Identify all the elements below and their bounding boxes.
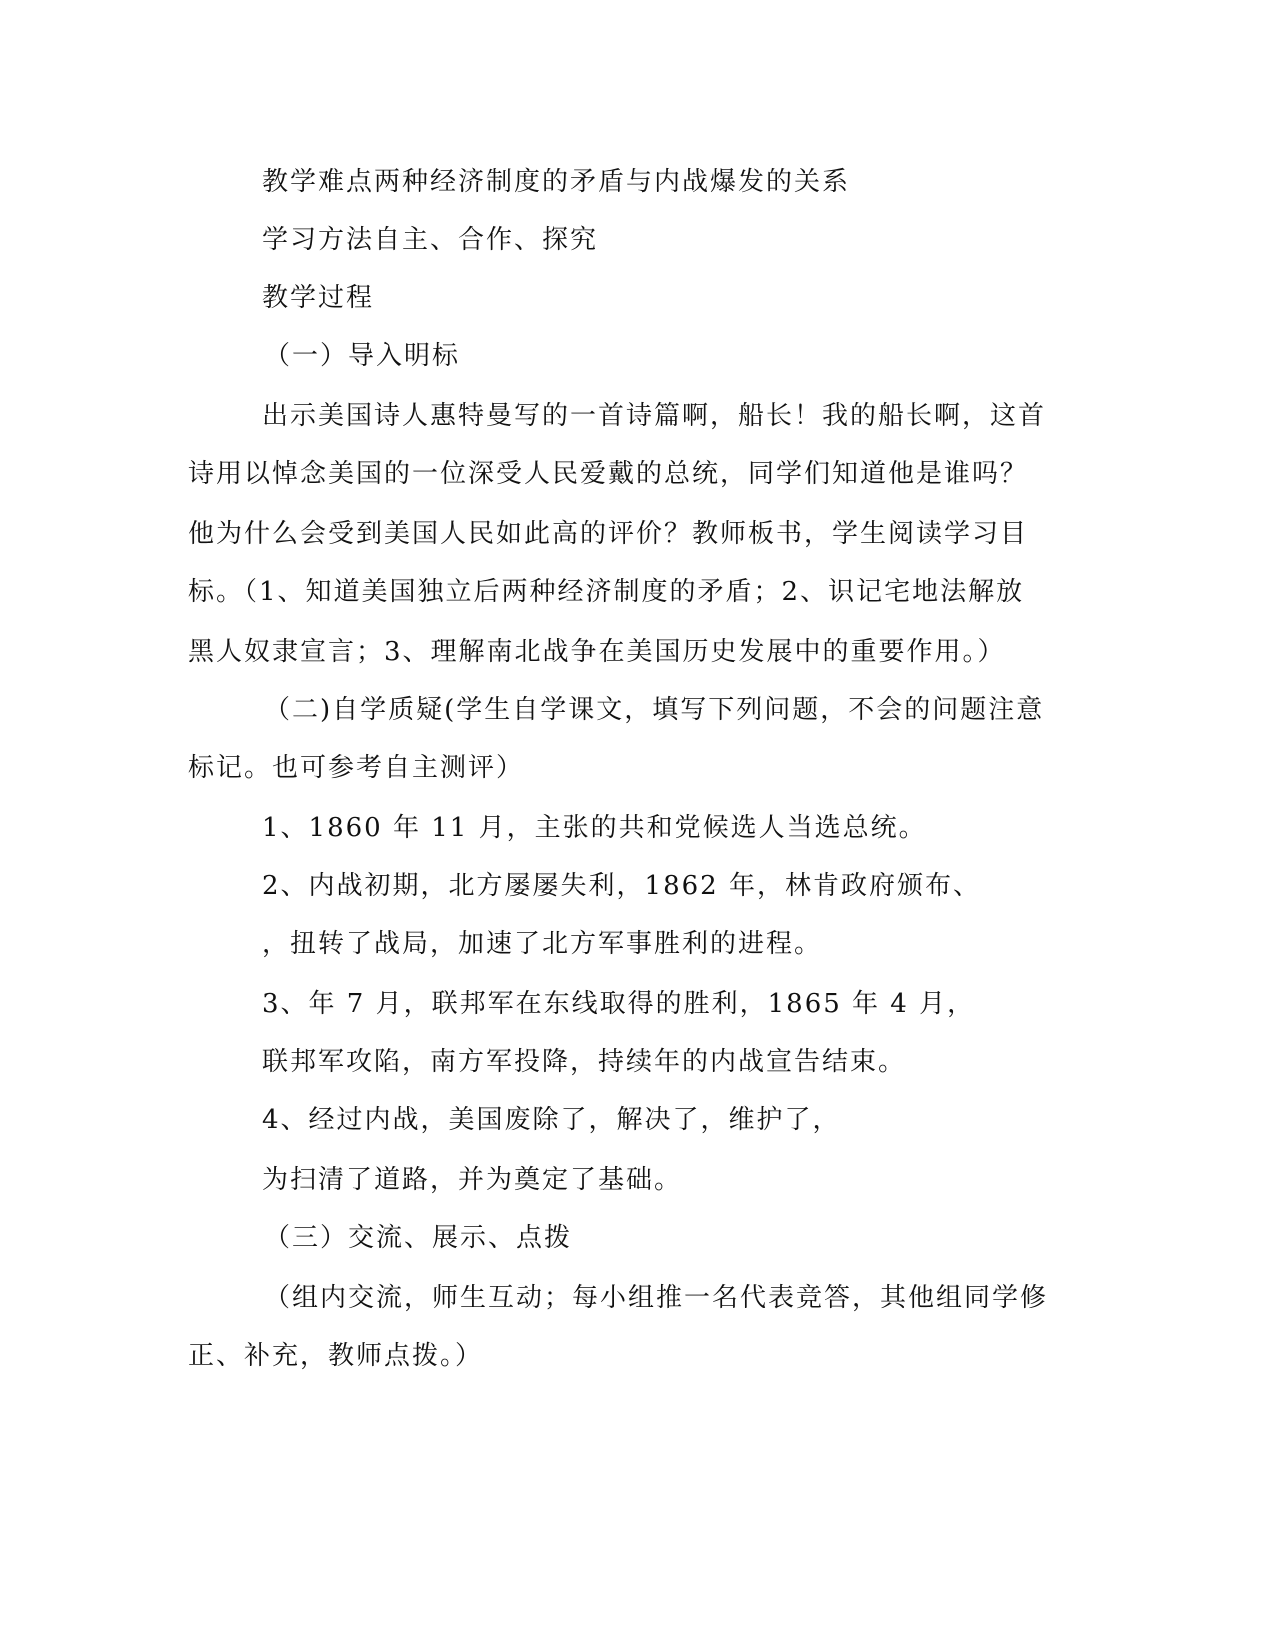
paragraph-intro-line-2: 诗用以悼念美国的一位深受人民爱戴的总统，同学们知道他是谁吗？ xyxy=(188,459,1029,489)
text-line-teaching-difficulty: 教学难点两种经济制度的矛盾与内战爆发的关系 xyxy=(262,167,851,197)
question-3-line-1: 3、年 7 月，联邦军在东线取得的胜利，1865 年 4 月， xyxy=(262,989,976,1019)
heading-section-1: （一）导入明标 xyxy=(264,341,461,371)
paragraph-intro-line-3: 他为什么会受到美国人民如此高的评价？教师板书，学生阅读学习目 xyxy=(188,519,1029,549)
heading-section-2: （二)自学质疑(学生自学课文，填写下列问题，不会的问题注意 xyxy=(264,695,1045,725)
paragraph-section-2-line-2: 标记。也可参考自主测评） xyxy=(188,753,525,783)
question-2-line-2: ，扭转了战局，加速了北方军事胜利的进程。 xyxy=(262,929,823,959)
paragraph-section-3-line-1: （组内交流，师生互动；每小组推一名代表竞答，其他组同学修 xyxy=(264,1283,1049,1313)
question-3-line-2: 联邦军攻陷，南方军投降，持续年的内战宣告结束。 xyxy=(262,1047,907,1077)
heading-section-3: （三）交流、展示、点拨 xyxy=(264,1223,573,1253)
paragraph-intro-line-4: 标。（1、知道美国独立后两种经济制度的矛盾；2、识记宅地法解放 xyxy=(188,577,1025,607)
paragraph-section-3-line-2: 正、补充，教师点拨。） xyxy=(188,1341,484,1371)
paragraph-intro-line-1: 出示美国诗人惠特曼写的一首诗篇啊，船长！我的船长啊，这首 xyxy=(262,401,1047,431)
question-4-line-1: 4、经过内战，美国废除了，解决了，维护了， xyxy=(262,1105,841,1135)
paragraph-intro-line-5: 黑人奴隶宣言；3、理解南北战争在美国历史发展中的重要作用。） xyxy=(188,637,1006,667)
question-4-line-2: 为扫清了道路，并为奠定了基础。 xyxy=(262,1165,683,1195)
question-1: 1、1860 年 11 月，主张的共和党候选人当选总统。 xyxy=(262,813,927,843)
heading-teaching-process: 教学过程 xyxy=(262,283,375,313)
question-2-line-1: 2、内战初期，北方屡屡失利，1862 年，林肯政府颁布、 xyxy=(262,871,981,901)
text-line-learning-method: 学习方法自主、合作、探究 xyxy=(262,225,599,255)
